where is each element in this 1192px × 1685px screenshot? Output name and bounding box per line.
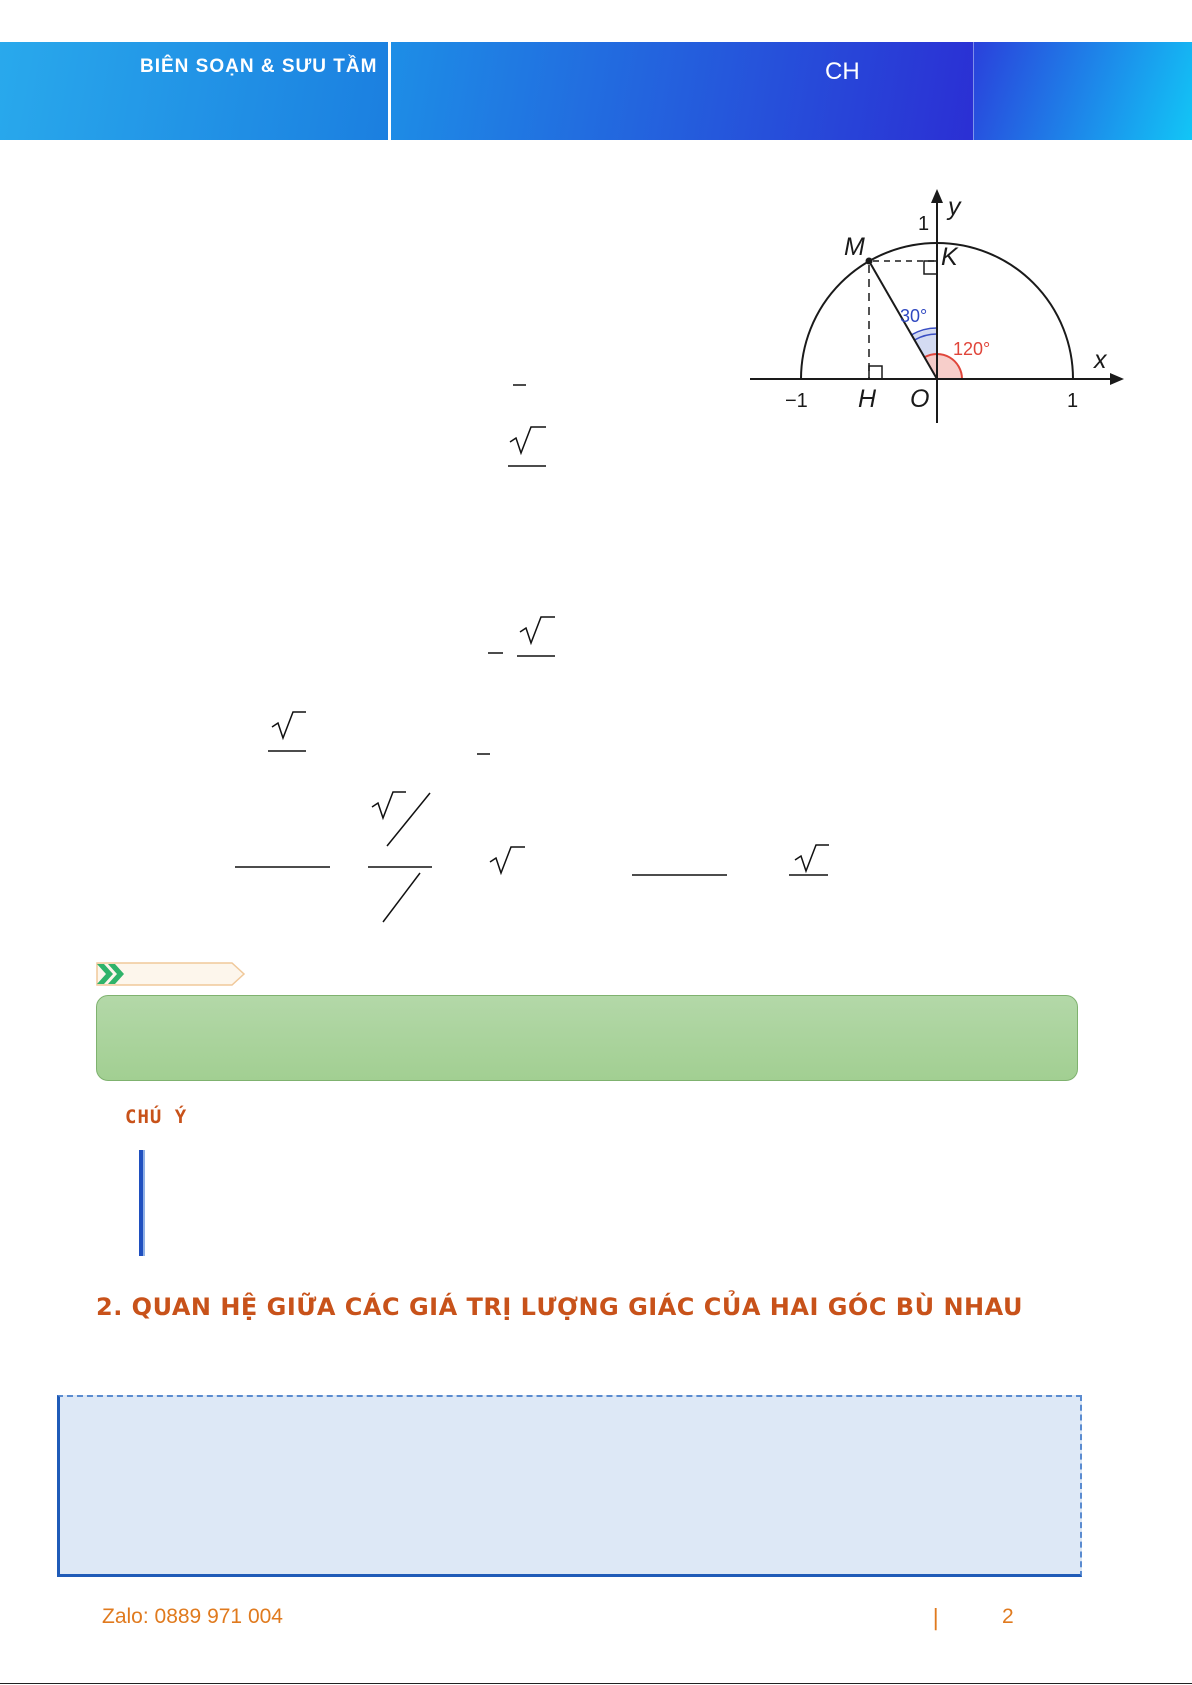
math-fragments — [200, 370, 620, 940]
highlight-box — [96, 995, 1078, 1081]
tick-x-neg1: −1 — [785, 390, 808, 412]
header-banner-middle — [391, 42, 973, 140]
label-h: H — [858, 385, 877, 413]
right-angle-h — [869, 366, 882, 379]
footer-rule — [0, 1683, 1192, 1684]
header-title: BIÊN SOẠN & SƯU TẦM — [140, 56, 378, 77]
sqrt-sign — [795, 845, 829, 871]
sqrt-sign — [272, 712, 306, 738]
sqrt-sign — [520, 617, 555, 643]
label-o: O — [910, 385, 930, 413]
footer-separator: | — [932, 1606, 940, 1631]
footer-contact: Zalo: 0889 971 004 — [102, 1605, 283, 1628]
cancel-slash — [383, 873, 420, 922]
angle-30-label: 30° — [900, 306, 928, 326]
header-chapter-code: CH — [825, 58, 860, 85]
cancel-slash — [387, 793, 430, 846]
definition-box — [57, 1395, 1082, 1577]
note-label: CHÚ Ý — [125, 1106, 188, 1128]
sqrt-sign — [490, 847, 525, 873]
label-x: x — [1094, 346, 1107, 374]
right-angle-k — [924, 261, 937, 274]
tip-tab — [96, 962, 246, 986]
point-m — [866, 258, 873, 265]
label-y: y — [948, 193, 961, 221]
section-heading: 2. QUAN HỆ GIỮA CÁC GIÁ TRỊ LƯỢNG GIÁC CỦA HAI GÓC BÙ NHAU — [96, 1293, 1023, 1321]
sqrt-sign — [510, 427, 546, 453]
math-fragments-right — [620, 820, 850, 900]
header-banner-right — [973, 42, 1192, 140]
angle-120-label: 120° — [953, 339, 991, 359]
tick-y-1: 1 — [918, 213, 930, 235]
y-axis-arrow — [931, 189, 943, 203]
x-axis-arrow — [1110, 373, 1124, 385]
tick-x-1: 1 — [1067, 390, 1079, 412]
label-m: M — [844, 233, 865, 261]
header-divider — [388, 42, 391, 140]
page-number: 2 — [1002, 1605, 1014, 1628]
label-k: K — [941, 243, 958, 271]
header-divider — [973, 42, 974, 140]
sqrt-sign — [372, 792, 406, 818]
unit-circle-figure — [740, 185, 1140, 440]
note-bar — [139, 1150, 145, 1256]
